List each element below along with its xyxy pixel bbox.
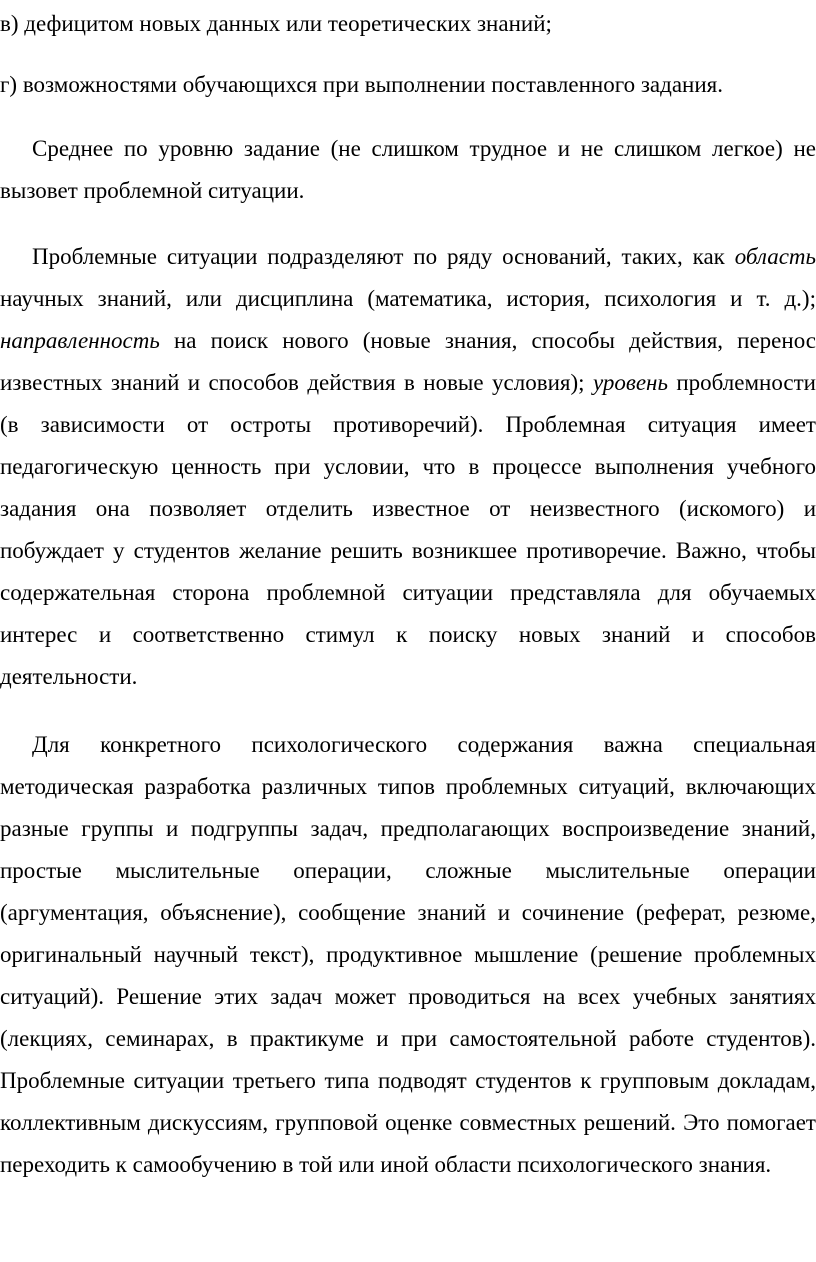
italic-term-level: уровень bbox=[592, 370, 668, 395]
italic-term-area: область bbox=[734, 244, 816, 269]
italic-term-direction: направленность bbox=[0, 328, 160, 353]
paragraph-problem-types bbox=[0, 236, 816, 698]
text-segment: проблемности (в зависимости от остроты противоречий). Проблемная ситуация имеет педагогическую ценность при условии, что в процессе выполнения учебного задания она позволяет отделить известное от неизвестного (искомого) и побуждает у студентов желание решить возникшее противоречие. Важно, чтобы содержательная сторона проблемной ситуации представляла для обучаемых интерес и соответственно стимул к поиску новых знаний и способов деятельности. bbox=[0, 370, 816, 689]
text-segment: Проблемные ситуации подразделяют по ряду оснований, таких, как bbox=[32, 244, 735, 269]
text-segment: на поиск нового (новые знания, способы действия, перенос известных знаний и способов действия в новые условия); bbox=[0, 328, 816, 395]
paragraph-methodical-development: Для конкретного психологического содержания важна специальная методическая разработка различных типов проблемных ситуаций, включающих разные группы и подгруппы задач, предполагающих воспроизведение знаний, простые мыслительные операции, сложные мыслительные операции (аргументация, объяснение), сообщение знаний и сочинение (реферат, резюме, оригинальный научный текст), продуктивное мышление (решение проблемных ситуаций). Решение этих задач может проводиться на всех учебных занятиях (лекциях, семинарах, в практикуме и при самостоятельной работе студентов). Проблемные ситуации третьего типа подводят студентов к групповым докладам, коллективным дискуссиям, групповой оценке совместных решений. Это помогает переходить к самообучению в той или иной области психологического знания. bbox=[0, 732, 816, 1177]
list-item-g: г) возможностями обучающихся при выполнении поставленного задания. bbox=[0, 72, 723, 97]
paragraph-medium-task: Среднее по уровню задание (не слишком трудное и не слишком легкое) не вызовет проблемной ситуации. bbox=[0, 136, 816, 203]
text-segment: научных знаний, или дисциплина (математика, история, психология и т. д.); bbox=[0, 286, 816, 311]
list-item-v: в) дефицитом новых данных или теоретических знаний; bbox=[0, 11, 552, 36]
